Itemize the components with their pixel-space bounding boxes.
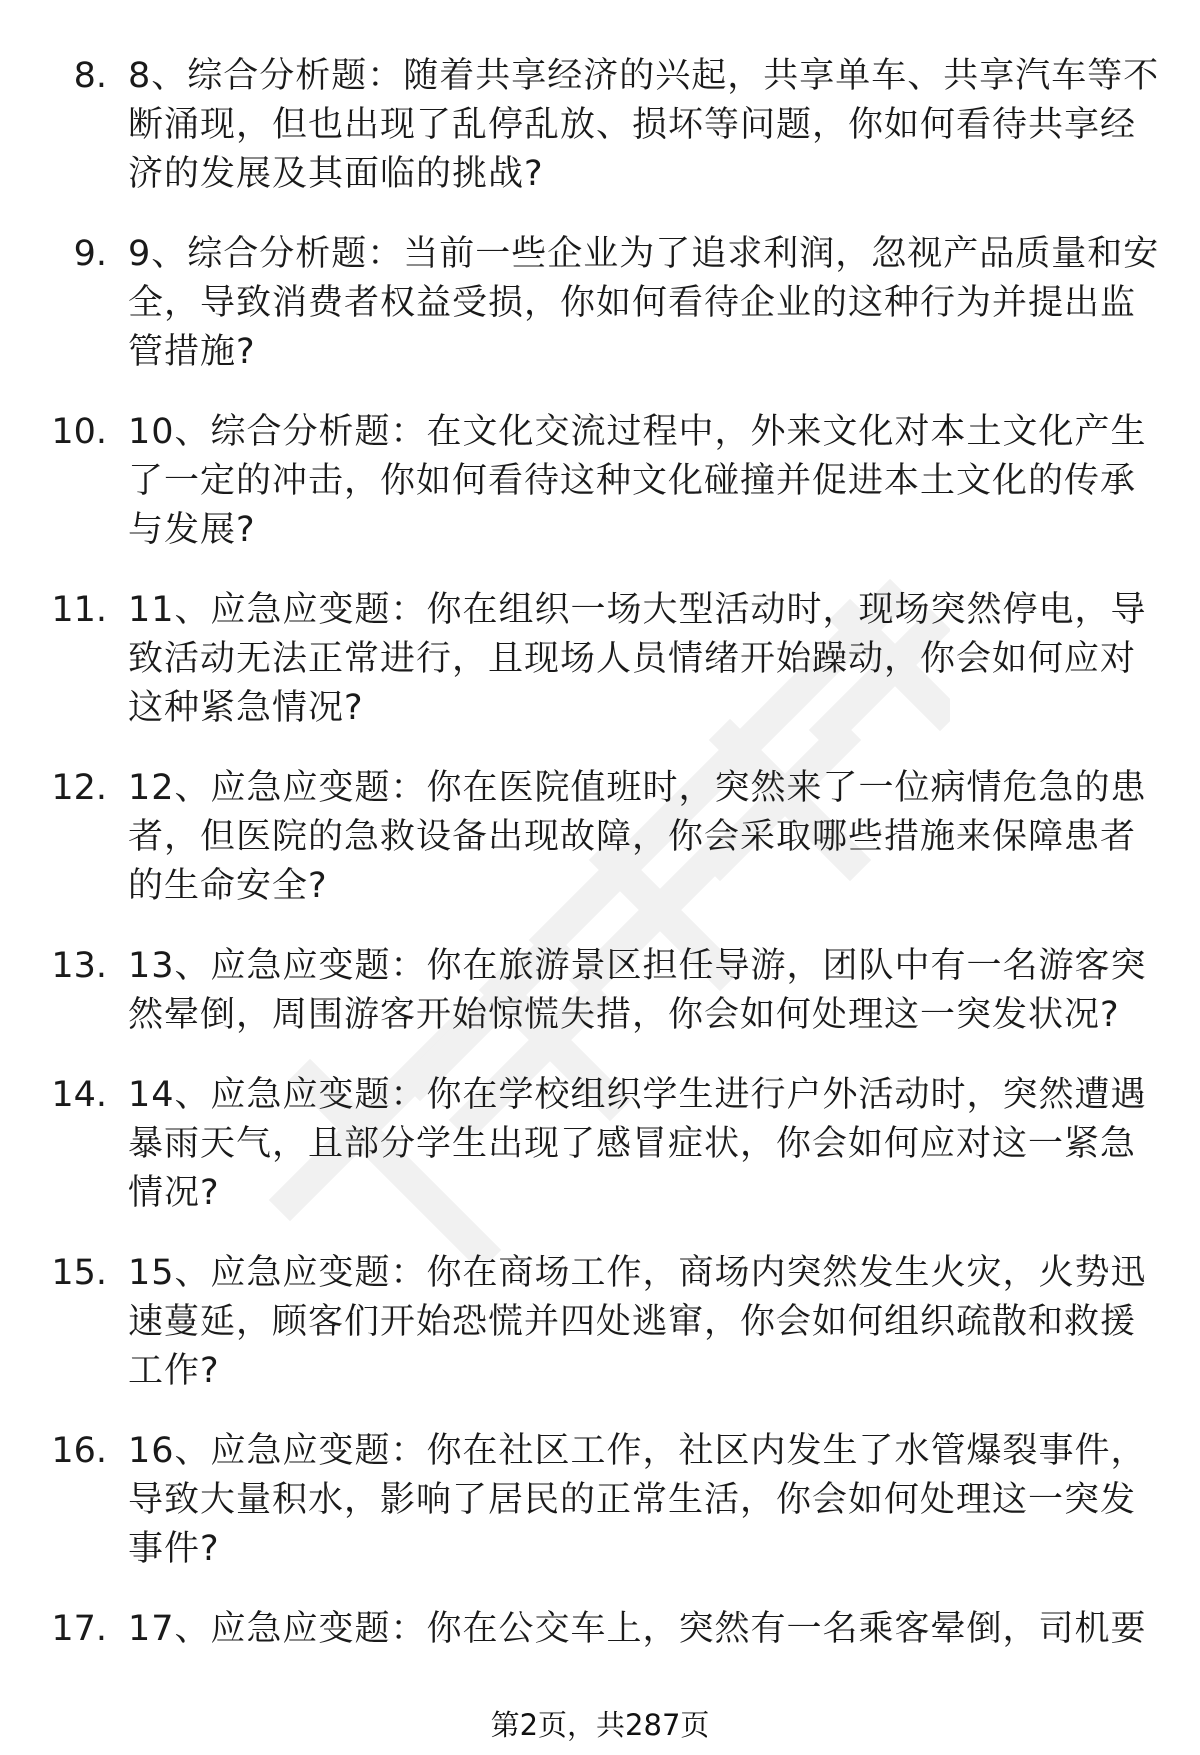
question-text: 12、应急应变题：你在医院值班时，突然来了一位病情危急的患者，但医院的急救设备出现故障，你会采取哪些措施来保障患者的生命安全? (128, 768, 1147, 906)
question-text: 11、应急应变题：你在组织一场大型活动时，现场突然停电，导致活动无法正常进行，且现场人员情绪开始躁动，你会如何应对这种紧急情况? (128, 590, 1147, 728)
question-number: 13. (51, 946, 107, 986)
question-text: 9、综合分析题：当前一些企业为了追求利润，忽视产品质量和安全，导致消费者权益受损，你如何看待企业的这种行为并提出监管措施? (128, 234, 1160, 372)
list-item (0, 764, 1200, 911)
list-item (0, 1427, 1200, 1574)
question-number: 12. (51, 768, 107, 808)
question-number: 14. (51, 1075, 107, 1115)
question-text: 13、应急应变题：你在旅游景区担任导游，团队中有一名游客突然晕倒，周围游客开始惊慌失措，你会如何处理这一突发状况? (128, 946, 1147, 1035)
question-number: 15. (51, 1253, 107, 1293)
question-text: 10、综合分析题：在文化交流过程中，外来文化对本土文化产生了一定的冲击，你如何看待这种文化碰撞并促进本土文化的传承与发展? (128, 412, 1147, 550)
list-item (0, 408, 1200, 555)
list-item (0, 52, 1200, 199)
question-number: 10. (51, 412, 107, 452)
list-item (0, 586, 1200, 733)
question-number: 17. (51, 1609, 107, 1649)
list-item (0, 1071, 1200, 1218)
question-text: 16、应急应变题：你在社区工作，社区内发生了水管爆裂事件，导致大量积水，影响了居民的正常生活，你会如何处理这一突发事件? (128, 1431, 1147, 1569)
list-item (0, 1605, 1200, 1654)
list-item (0, 942, 1200, 1040)
question-text: 15、应急应变题：你在商场工作，商场内突然发生火灾，火势迅速蔓延，顾客们开始恐慌并四处逃窜，你会如何组织疏散和救援工作? (128, 1253, 1147, 1391)
question-number: 8. (73, 56, 107, 96)
page-number: 第2页，共287页 (490, 1708, 710, 1742)
question-text: 17、应急应变题：你在公交车上，突然有一名乘客晕倒，司机要 (128, 1609, 1147, 1649)
question-number: 11. (51, 590, 107, 630)
question-text: 14、应急应变题：你在学校组织学生进行户外活动时，突然遭遇暴雨天气，且部分学生出现了感冒症状，你会如何应对这一紧急情况? (128, 1075, 1147, 1213)
list-item (0, 230, 1200, 377)
list-item (0, 1249, 1200, 1396)
question-number: 9. (73, 234, 107, 274)
question-text: 8、综合分析题：随着共享经济的兴起，共享单车、共享汽车等不断涌现，但也出现了乱停乱放、损坏等问题，你如何看待共享经济的发展及其面临的挑战? (128, 56, 1160, 194)
question-number: 16. (51, 1431, 107, 1471)
question-list (0, 52, 1200, 1685)
